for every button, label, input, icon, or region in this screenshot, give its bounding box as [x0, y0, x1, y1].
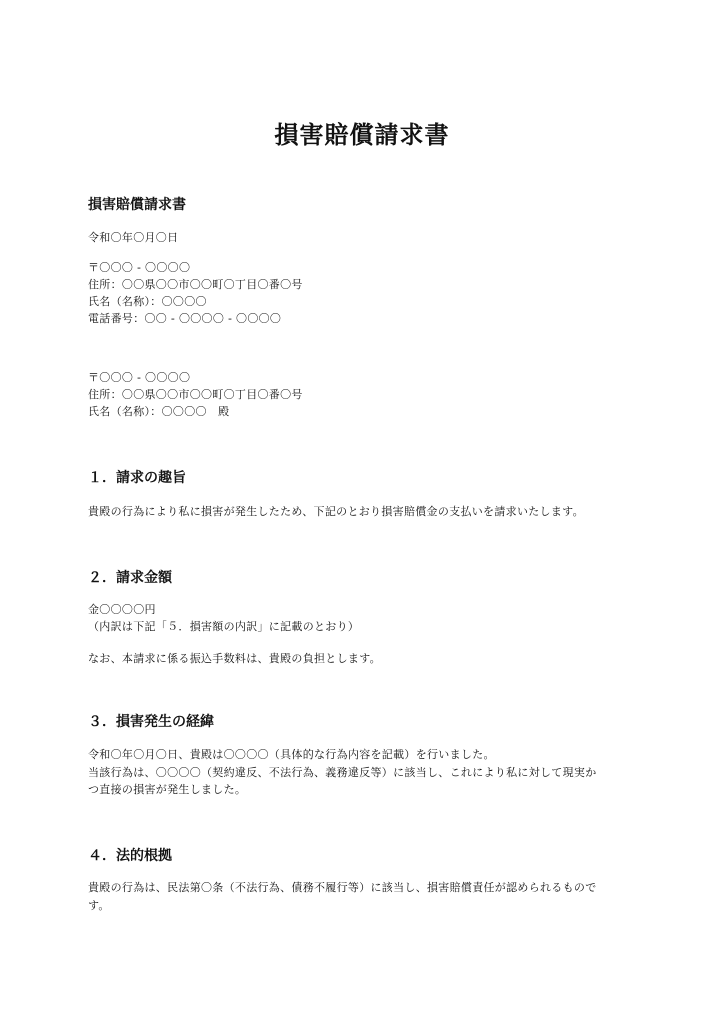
section-heading: １．請求の趣旨 [88, 470, 186, 486]
section-text: 当該行為は、〇〇〇〇（契約違反、不法行為、義務違反等）に該当し、これにより私に対して現実か [88, 766, 597, 779]
recipient-postal: 〒〇〇〇 - 〇〇〇〇 [88, 371, 191, 384]
sender-phone: 電話番号：〇〇 - 〇〇〇〇 - 〇〇〇〇 [88, 312, 282, 325]
section-text: 貴殿の行為により私に損害が発生したため、下記のとおり損害賠償金の支払いを請求いたします。 [88, 505, 584, 518]
document-title: 損害賠償請求書 [274, 121, 450, 149]
recipient-name: 氏名（名称）：〇〇〇〇 殿 [88, 405, 230, 418]
section-text: す。 [88, 899, 110, 912]
date: 令和〇年〇月〇日 [88, 231, 179, 244]
recipient-address: 住所：〇〇県〇〇市〇〇町〇丁目〇番〇号 [88, 388, 303, 401]
section-text: つ直接の損害が発生しました。 [88, 783, 247, 796]
section-text: （内訳は下記「５．損害額の内訳」に記載のとおり） [88, 620, 360, 633]
document-subtitle: 損害賠償請求書 [88, 197, 186, 213]
section-text: 貴殿の行為は、民法第〇条（不法行為、債務不履行等）に該当し、損害賠償責任が認められるもので [88, 881, 597, 894]
section-heading: ２．請求金額 [88, 570, 172, 586]
sender-postal: 〒〇〇〇 - 〇〇〇〇 [88, 261, 191, 274]
section-text: 令和〇年〇月〇日、貴殿は〇〇〇〇（具体的な行為内容を記載）を行いました。 [88, 748, 495, 761]
section-heading: ３．損害発生の経緯 [88, 714, 214, 730]
claim-amount: 金〇〇〇〇円 [88, 603, 156, 616]
sender-address: 住所：〇〇県〇〇市〇〇町〇丁目〇番〇号 [88, 278, 303, 291]
section-heading: ４．法的根拠 [88, 848, 172, 864]
section-text: なお、本請求に係る振込手数料は、貴殿の負担とします。 [88, 652, 381, 665]
sender-name: 氏名（名称）：〇〇〇〇 [88, 295, 207, 308]
